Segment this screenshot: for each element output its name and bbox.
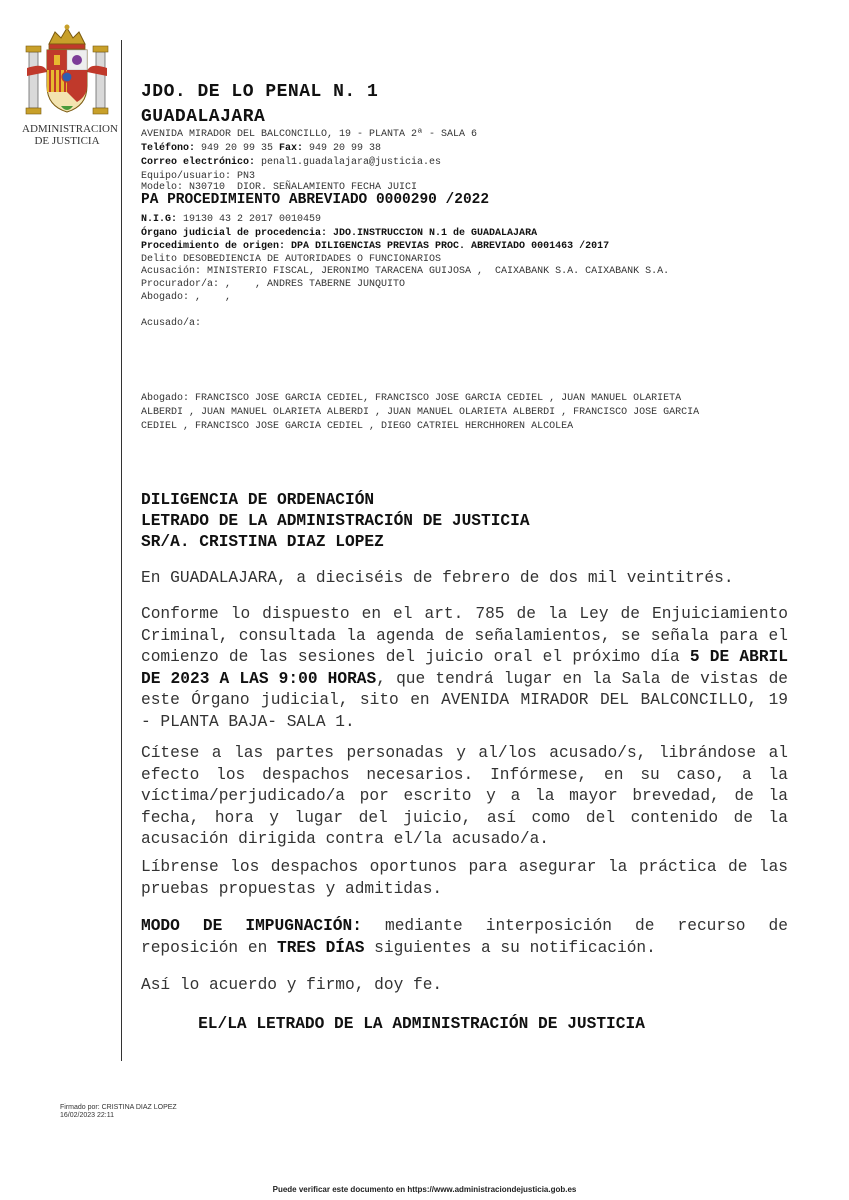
p1-text-b: , que tendrá lugar en la Sala de vistas de este Órgano judicial, sito en AVENIDA MIRADOR DEL BALCONCILLO, 19 - PLANTA BAJA- SALA 1. xyxy=(141,669,788,731)
acusacion-line: Acusación: MINISTERIO FISCAL, JERONIMO TARACENA GUIJOSA , CAIXABANK S.A. CAIXABANK S.A. xyxy=(141,266,670,277)
organo-line xyxy=(141,227,537,241)
defense-lawyers-2: ALBERDI , JUAN MANUEL OLARIETA ALBERDI , JUAN MANUEL OLARIETA ALBERDI , FRANCISCO JOSE GARCIA xyxy=(141,407,700,418)
origen-text: Procedimiento de origen: DPA DILIGENCIAS PREVIAS PROC. ABREVIADO 0001463 /2017 xyxy=(141,241,610,252)
p1-text-a: Conforme lo dispuesto en el art. 785 de la Ley de Enjuiciamiento Criminal, consultada la agenda de señalamientos, se señala para el comienzo de las sesiones del juicio oral el próximo día xyxy=(141,605,788,666)
letrado-title: LETRADO DE LA ADMINISTRACIÓN DE JUSTICIA xyxy=(141,512,530,530)
phone-label: Teléfono: xyxy=(141,143,196,154)
signed-date: 16/02/2023 22:11 xyxy=(60,1112,114,1119)
organo-text: Órgano judicial de procedencia: JDO.INSTRUCCION N.1 de GUADALAJARA xyxy=(141,228,538,239)
nig-label: N.I.G: xyxy=(141,214,178,225)
secretary-name: SR/A. CRISTINA DIAZ LOPEZ xyxy=(141,533,384,551)
email-label: Correo electrónico: xyxy=(141,157,256,168)
model-line: Modelo: N30710 DIOR. SEÑALAMIENTO FECHA JUICI xyxy=(141,182,418,193)
verification-link[interactable]: Puede verificar este documento en https://www.administraciondejusticia.gob.es xyxy=(272,1185,577,1194)
coat-of-arms-icon xyxy=(25,22,109,122)
logo-text-line1: ADMINISTRACION xyxy=(22,123,118,135)
court-name: JDO. DE LO PENAL N. 1 xyxy=(141,82,379,102)
margin-rule xyxy=(121,40,122,1061)
fax-label: Fax: xyxy=(279,143,304,154)
p4-text-b: siguientes a su notificación. xyxy=(364,938,656,957)
defense-lawyers-1: Abogado: FRANCISCO JOSE GARCIA CEDIEL, FRANCISCO JOSE GARCIA CEDIEL , JUAN MANUEL OLARIETA xyxy=(141,393,682,404)
signed-by: Firmado por: CRISTINA DIAZ LOPEZ xyxy=(60,1104,177,1111)
nig-value: 19130 43 2 2017 0010459 xyxy=(177,214,322,225)
p4-text-a: mediante interposición de recurso de reposición en xyxy=(141,917,788,957)
coat-of-arms-logo xyxy=(22,22,118,147)
signature-title: EL/LA LETRADO DE LA ADMINISTRACIÓN DE JUSTICIA xyxy=(198,1015,645,1033)
digital-signature xyxy=(60,1104,177,1120)
closing-line: Así lo acuerdo y firmo, doy fe. xyxy=(141,976,443,994)
court-email xyxy=(141,156,441,170)
paragraph-citacion: Cítese a las partes personadas y al/los acusado/s, librándose al efecto los despachos necesarios. Infórmese, en su caso, a la víctima/perjudicado/a por escrito y a la mayor brevedad, de la fecha, hora y lugar del juicio, así como del contenido de la acusación dirigida contra el/la acusado/a. xyxy=(141,744,788,848)
origen-line xyxy=(141,240,609,254)
court-address: AVENIDA MIRADOR DEL BALCONCILLO, 19 - PLANTA 2ª - SALA 6 xyxy=(141,129,478,140)
impugnacion-term: TRES DÍAS xyxy=(277,938,365,957)
logo-text-line2: DE JUSTICIA xyxy=(34,135,100,147)
procedure-title: PA PROCEDIMIENTO ABREVIADO 0000290 /2022 xyxy=(141,192,490,208)
acusado-line: Acusado/a: xyxy=(141,318,202,329)
court-contact xyxy=(141,142,381,156)
hearing-date: 5 DE ABRIL DE 2023 A LAS 9:00 HORAS xyxy=(141,648,788,688)
abogado-line: Abogado: , , xyxy=(141,292,232,303)
fax-number: 949 20 99 38 xyxy=(303,143,382,154)
procurador-line: Procurador/a: , , ANDRES TABERNE JUNQUITO xyxy=(141,279,406,290)
date-line: En GUADALAJARA, a dieciséis de febrero de dos mil veintitrés. xyxy=(141,569,734,587)
impugnacion-label: MODO DE IMPUGNACIÓN: xyxy=(141,917,362,935)
nig-line xyxy=(141,213,321,227)
phone-number: 949 20 99 35 xyxy=(195,143,280,154)
court-city: GUADALAJARA xyxy=(141,107,266,127)
diligencia-title: DILIGENCIA DE ORDENACIÓN xyxy=(141,491,375,509)
team-user: Equipo/usuario: PN3 xyxy=(141,171,256,182)
email-value: penal1.guadalajara@justicia.es xyxy=(255,157,442,168)
delito-line: Delito DESOBEDIENCIA DE AUTORIDADES O FUNCIONARIOS xyxy=(141,254,442,265)
defense-lawyers-3: CEDIEL , FRANCISCO JOSE GARCIA CEDIEL , DIEGO CATRIEL HERCHHOREN ALCOLEA xyxy=(141,421,574,432)
paragraph-senalamiento xyxy=(141,604,788,733)
paragraph-impugnacion xyxy=(141,916,788,959)
paragraph-despachos: Líbrense los despachos oportunos para asegurar la práctica de las pruebas propuestas y admitidas. xyxy=(141,858,788,898)
